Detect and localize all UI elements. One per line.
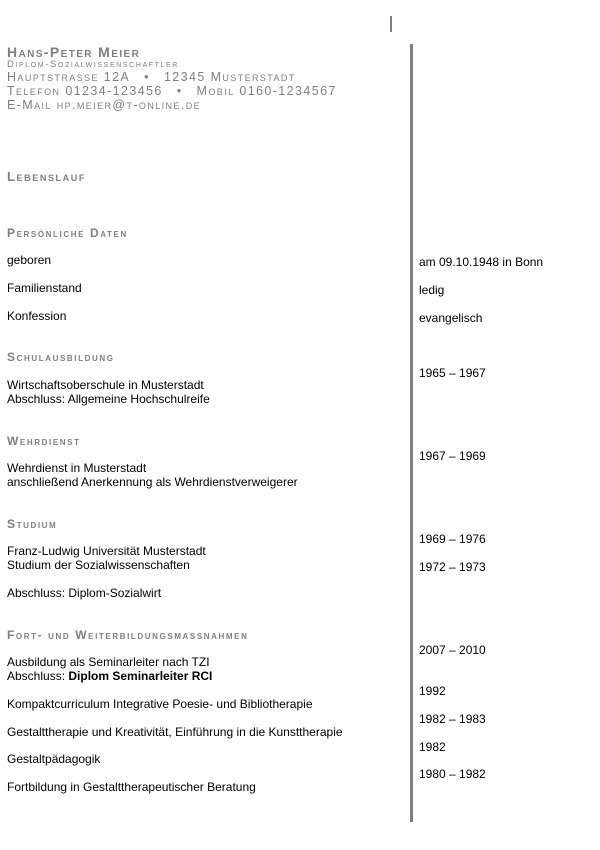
training-item-3: Gestalttherapie und Kreativität, Einführung in die Kunsttherapie [7,725,343,739]
street: Hauptstrasse 12A [7,70,131,84]
military-line-2: anschließend Anerkennung als Wehrdienstverweigerer [7,475,298,489]
address-line [7,71,296,84]
cv-heading: Lebenslauf [7,169,86,184]
study-line-2: Studium der Sozialwissenschaften [7,558,190,572]
training-item-2: Kompaktcurriculum Integrative Poesie- und Bibliotherapie [7,697,313,711]
training-item-4: Gestaltpädagogik [7,752,101,766]
phone-line [7,85,337,98]
applicant-name: Hans-Peter Meier [7,44,141,60]
training-period-4: 1982 [419,740,446,754]
military-period: 1967 – 1969 [419,449,486,463]
training-item-1-line-2 [7,669,212,683]
training-period-1: 2007 – 2010 [419,643,486,657]
study-line-1: Franz-Ludwig Universität Musterstadt [7,544,206,558]
label-religion: Konfession [7,309,67,323]
school-line-1: Wirtschaftsoberschule in Musterstadt [7,378,204,392]
text-cursor-mark [390,16,392,32]
section-military-heading: Wehrdienst [7,434,81,448]
school-line-2: Abschluss: Allgemeine Hochschulreife [7,392,210,406]
value-marital-status: ledig [419,283,445,297]
training-item-5: Fortbildung in Gestalttherapeutischer Beratung [7,780,256,794]
separator-dot: • [144,70,150,84]
value-religion: evangelisch [419,311,483,325]
city: 12345 Musterstadt [163,70,296,84]
training-item-1-line-1: Ausbildung als Seminarleiter nach TZI [7,655,210,669]
training-period-3: 1982 – 1983 [419,712,486,726]
label-marital-status: Familienstand [7,281,82,295]
email-line: E-Mail hp.meier@t-online.de [7,98,202,112]
mobile: Mobil 0160-1234567 [196,84,337,98]
value-born: am 09.10.1948 in Bonn [419,255,544,269]
study-period-2: 1972 – 1973 [419,560,486,574]
training-period-5: 1980 – 1982 [419,767,486,781]
training-period-2: 1992 [419,684,446,698]
school-period: 1965 – 1967 [419,366,486,380]
applicant-title: Diplom-Sozialwissenschaftler [7,59,179,70]
section-training-heading: Fort- und Weiterbildungsmassnahmen [7,628,249,642]
study-line-3: Abschluss: Diplom-Sozialwirt [7,586,162,600]
military-line-1: Wehrdienst in Musterstadt [7,461,147,475]
section-study-heading: Studium [7,517,58,531]
column-divider [410,44,413,822]
section-school-heading: Schulausbildung [7,350,115,364]
study-period-1: 1969 – 1976 [419,532,486,546]
training-item-1-prefix: Abschluss: [7,669,69,683]
phone: Telefon 01234-123456 [7,84,163,98]
training-item-1-degree: Diplom Seminarleiter RCI [68,669,213,683]
section-personal-heading: Persönliche Daten [7,226,128,240]
label-born: geboren [7,253,52,267]
separator-dot: • [176,84,183,98]
